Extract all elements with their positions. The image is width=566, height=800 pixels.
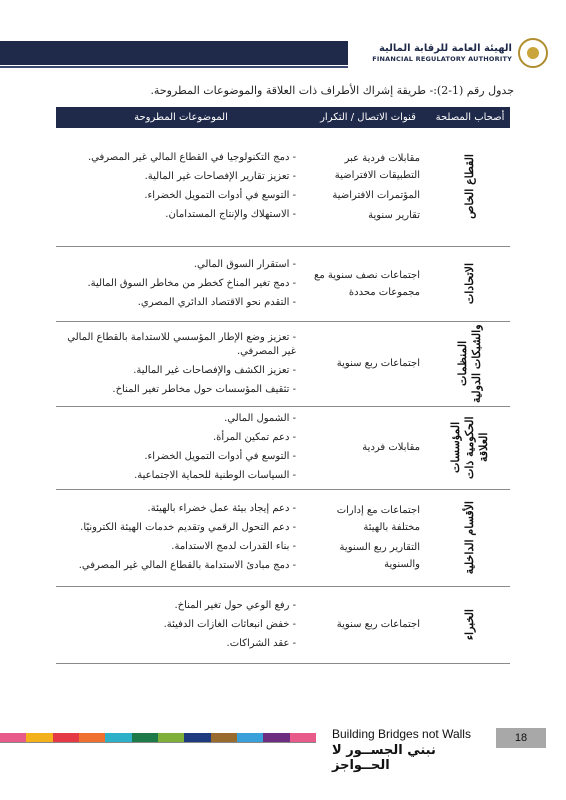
table-caption: جدول رقم (1-2):- طريقة إشراك الأطراف ذات العلاقة والموضوعات المطروحة. [150,84,514,97]
topic-item: - تثقيف المؤسسات حول مخاطر تغير المناخ. [112,383,296,395]
table-header-row [56,107,510,128]
stakeholder-label: المؤسسات الحكومية ذات العلاقة [449,416,490,479]
table-row [56,586,510,663]
stakeholder-table [56,107,510,664]
footer-color-bar [237,733,263,742]
stakeholder-cell [430,321,510,406]
topic-item: - استقرار السوق المالي. [193,258,296,270]
footer-color-bar [132,733,158,742]
topic-item: - تعزيز الكشف والإفصاحات غير المالية. [133,364,296,376]
stakeholder-cell [430,128,510,246]
topic-item: - التقدم نحو الاقتصاد الدائري المصري. [137,296,296,308]
table-row [56,321,510,406]
table-row [56,489,510,586]
topic-item: - دعم التحول الرقمي وتقديم خدمات الهيئة الكترونيًا. [80,522,296,533]
topics-cell [56,246,306,321]
footer-color-bar [0,733,26,742]
topic-item: - دمج التكنولوجيا في القطاع المالي غير المصرفي. [87,152,296,164]
topic-item: - دعم إيجاد بيئة عمل خضراء بالهيئة. [147,503,296,514]
topic-item: - بناء القدرات لدمج الاستدامة. [171,541,296,552]
topic-item: - تعزيز وضع الإطار المؤسسي للاستدامة بالقطاع المالي غير المصرفي. [67,331,296,357]
footer-color-bar [79,733,105,742]
stakeholder-cell [430,406,510,489]
stakeholder-cell [430,246,510,321]
footer-color-bar [53,733,79,742]
channels-cell [306,406,430,489]
topic-item: - دمج تغير المناخ كخطر من مخاطر السوق المالية. [87,277,296,289]
logo-text [372,43,512,64]
channel-item: المؤتمرات الافتراضية [332,189,420,201]
topic-item: - تعزيز تقارير الإفصاحات غير المالية. [144,171,296,183]
footer-color-bar [211,733,237,742]
header-stakeholders: أصحاب المصلحة [430,107,510,128]
channel-item: اجتماعات ربع سنوية [336,619,420,630]
channels-cell [306,489,430,586]
channel-item: تقارير سنوية [368,209,420,221]
channel-item: مقابلات فردية عبر التطبيقات الافتراضية [334,152,420,181]
table-row [56,246,510,321]
topics-cell [56,406,306,489]
org-name-ar: الهيئة العامة للرقابة المالية [378,42,512,54]
topic-item: - دمج مبادئ الاستدامة بالقطاع المالي غير المصرفي. [78,560,296,571]
footer-color-bar [290,733,316,742]
topic-item: - التوسع في أدوات التمويل الخضراء. [144,451,296,462]
topic-item: - دعم تمكين المرأة. [212,432,296,443]
footer-line [0,742,316,743]
topic-item: - رفع الوعي حول تغير المناخ. [174,599,296,611]
channel-item: التقارير ربع السنوية والسنوية [339,542,420,570]
channels-cell [306,246,430,321]
channel-item: اجتماعات مع إدارات مختلفة بالهيئة [336,505,420,533]
stakeholder-label: المنظمات والشبكات الدولية [456,324,483,403]
topic-item: - عقد الشراكات. [226,637,296,649]
topic-item: - خفض انبعاثات الغازات الدفيئة. [163,618,296,630]
page-number: 18 [496,728,546,748]
slogan-ar: نبني الجســور لا الحــواجز [332,743,436,773]
stakeholder-label: الأقسام الداخلية [463,500,476,575]
header-bar-line [0,66,348,68]
stakeholder-cell [430,586,510,663]
topics-cell [56,128,306,246]
footer-color-bar [184,733,210,742]
topic-item: - التوسع في أدوات التمويل الخضراء. [144,190,296,202]
channel-item: مقابلات فردية [362,442,420,453]
channels-cell [306,128,430,246]
topics-cell [56,489,306,586]
channels-cell [306,586,430,663]
footer-color-bar [26,733,52,742]
channels-cell [306,321,430,406]
topic-item: - الشمول المالي. [224,413,296,424]
topic-item: - الاستهلاك والإنتاج المستدامان. [165,209,296,221]
topic-item: - السياسات الوطنية للحماية الاجتماعية. [134,470,296,481]
footer-color-bar [263,733,289,742]
header-channels: قنوات الاتصال / التكرار [306,107,430,128]
topics-cell [56,586,306,663]
stakeholder-label: الاتحادات [463,262,476,305]
authority-logo [348,36,548,70]
header-topics: الموضوعات المطروحة [56,107,306,128]
channel-item: اجتماعات نصف سنوية مع مجموعات محددة [314,269,420,298]
stakeholder-cell [430,489,510,586]
org-name-en: FINANCIAL REGULATORY AUTHORITY [372,54,512,63]
header-bar [0,41,348,65]
channel-item: اجتماعات ربع سنوية [336,358,420,369]
stakeholder-label: الخبراء [463,608,476,641]
slogan-en: Building Bridges not Walls [332,727,471,741]
topics-cell [56,321,306,406]
table-row [56,406,510,489]
footer-color-bars [0,733,316,742]
table-row [56,128,510,246]
footer-color-bar [158,733,184,742]
stakeholder-label: القطاع الخاص [463,154,476,220]
emblem-icon [518,38,548,68]
footer-color-bar [105,733,131,742]
table-body [56,128,510,663]
